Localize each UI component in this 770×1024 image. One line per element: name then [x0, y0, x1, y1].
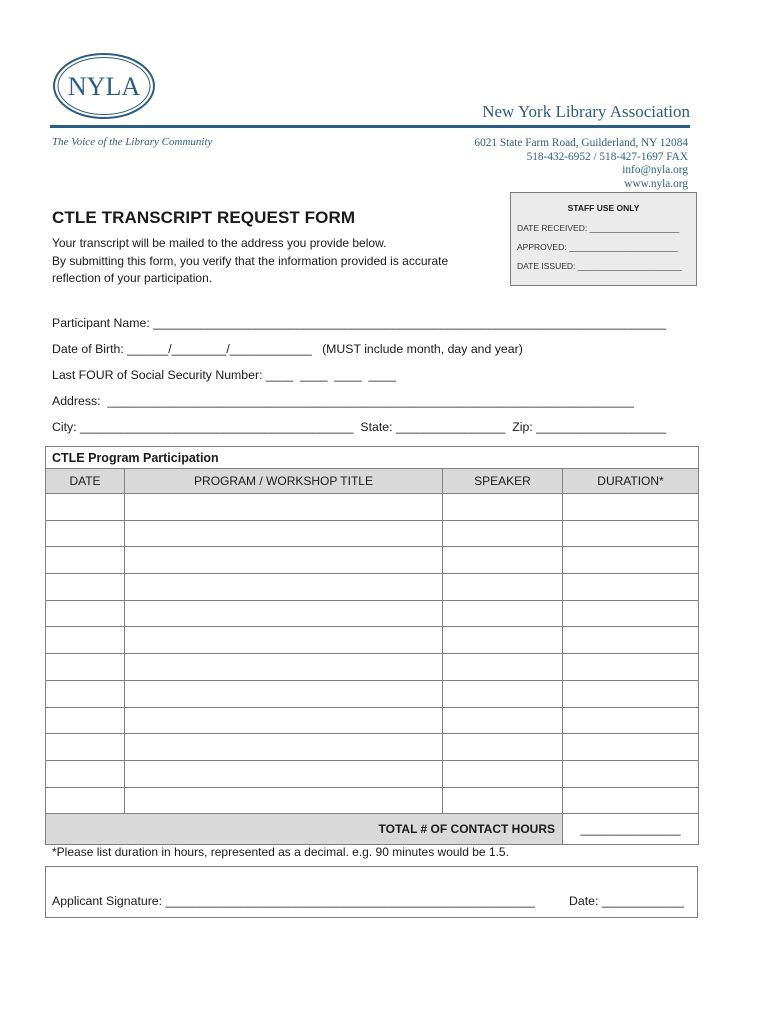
table-row	[46, 707, 699, 734]
duration-cell[interactable]	[563, 547, 699, 574]
date-cell[interactable]	[46, 760, 125, 787]
form-title: CTLE TRANSCRIPT REQUEST FORM	[52, 208, 356, 227]
program-title-cell[interactable]	[125, 627, 443, 654]
svg-text:NYLA: NYLA	[67, 72, 141, 101]
speaker-cell[interactable]	[443, 680, 563, 707]
signature-box	[45, 866, 698, 918]
speaker-cell[interactable]	[443, 654, 563, 681]
duration-cell[interactable]	[563, 760, 699, 787]
date-cell[interactable]	[46, 627, 125, 654]
duration-cell[interactable]	[563, 627, 699, 654]
program-title-cell[interactable]	[125, 760, 443, 787]
ssn-last-four-field[interactable]: Last FOUR of Social Security Number: ____ ____ ____ ____	[52, 368, 396, 382]
date-issued-field[interactable]: DATE ISSUED: ______________________	[517, 261, 682, 271]
duration-cell[interactable]	[563, 734, 699, 761]
speaker-cell[interactable]	[443, 787, 563, 814]
speaker-cell[interactable]	[443, 494, 563, 521]
phone-line: 518-432-6952 / 518-427-1697 FAX	[526, 150, 688, 163]
date-cell[interactable]	[46, 707, 125, 734]
table-row	[46, 654, 699, 681]
table-row	[46, 547, 699, 574]
program-title-cell[interactable]	[125, 520, 443, 547]
address-field[interactable]: Address: _____________________________________________________________________________	[52, 394, 634, 408]
program-title-cell[interactable]	[125, 654, 443, 681]
website-line: www.nyla.org	[624, 177, 688, 190]
table-row	[46, 574, 699, 601]
intro-line: Your transcript will be mailed to the address you provide below.	[52, 236, 387, 250]
approved-field[interactable]: APPROVED: _______________________	[517, 242, 678, 252]
duration-cell[interactable]	[563, 600, 699, 627]
speaker-cell[interactable]	[443, 734, 563, 761]
organization-name: New York Library Association	[482, 102, 690, 121]
speaker-cell[interactable]	[443, 627, 563, 654]
duration-cell[interactable]	[563, 707, 699, 734]
date-received-field[interactable]: DATE RECEIVED: ___________________	[517, 223, 680, 233]
duration-footnote: *Please list duration in hours, represented as a decimal. e.g. 90 minutes would be 1.5.	[52, 845, 509, 859]
city-state-zip-field[interactable]: City: ________________________________________ State: ________________ Zip: ___________________	[52, 420, 667, 434]
date-cell[interactable]	[46, 734, 125, 761]
total-contact-hours-field[interactable]: _______________	[563, 814, 699, 845]
table-row	[46, 787, 699, 814]
form-intro	[52, 235, 502, 288]
total-contact-hours-label: TOTAL # OF CONTACT HOURS	[46, 814, 563, 845]
signature-date-field[interactable]: Date: ____________	[569, 894, 684, 908]
table-row	[46, 627, 699, 654]
program-title-cell[interactable]	[125, 547, 443, 574]
program-title-cell[interactable]	[125, 707, 443, 734]
program-title-cell[interactable]	[125, 600, 443, 627]
date-cell[interactable]	[46, 654, 125, 681]
speaker-cell[interactable]	[443, 574, 563, 601]
date-cell[interactable]	[46, 600, 125, 627]
program-title-cell[interactable]	[125, 494, 443, 521]
date-cell[interactable]	[46, 680, 125, 707]
contact-address	[430, 137, 688, 191]
speaker-cell[interactable]	[443, 520, 563, 547]
speaker-cell[interactable]	[443, 760, 563, 787]
applicant-signature-field[interactable]: Applicant Signature: ______________________________________________________	[52, 894, 535, 908]
nyla-logo	[52, 52, 156, 120]
table-row	[46, 680, 699, 707]
date-of-birth-field[interactable]: Date of Birth: ______/________/____________ (MUST include month, day and year)	[52, 342, 523, 356]
table-caption: CTLE Program Participation	[46, 447, 699, 469]
intro-line: reflection of your participation.	[52, 271, 213, 285]
table-row	[46, 600, 699, 627]
duration-cell[interactable]	[563, 494, 699, 521]
program-title-cell[interactable]	[125, 787, 443, 814]
speaker-cell[interactable]	[443, 600, 563, 627]
table-row	[46, 734, 699, 761]
table-row	[46, 494, 699, 521]
speaker-cell[interactable]	[443, 547, 563, 574]
column-header-date: DATE	[46, 469, 125, 494]
date-cell[interactable]	[46, 574, 125, 601]
duration-cell[interactable]	[563, 787, 699, 814]
table-row	[46, 760, 699, 787]
date-cell[interactable]	[46, 520, 125, 547]
date-cell[interactable]	[46, 494, 125, 521]
staff-use-box	[510, 192, 697, 286]
column-header-duration: DURATION*	[563, 469, 699, 494]
program-title-cell[interactable]	[125, 680, 443, 707]
duration-cell[interactable]	[563, 680, 699, 707]
program-participation-table	[45, 446, 698, 845]
program-title-cell[interactable]	[125, 734, 443, 761]
duration-cell[interactable]	[563, 574, 699, 601]
program-title-cell[interactable]	[125, 574, 443, 601]
address-line: 6021 State Farm Road, Guilderland, NY 12084	[474, 137, 688, 149]
date-cell[interactable]	[46, 547, 125, 574]
intro-line: By submitting this form, you verify that the information provided is accurate	[52, 253, 449, 268]
header-rule	[50, 125, 690, 128]
duration-cell[interactable]	[563, 654, 699, 681]
date-cell[interactable]	[46, 787, 125, 814]
tagline: The Voice of the Library Community	[52, 136, 213, 148]
email-line: info@nyla.org	[622, 164, 688, 176]
staff-use-title: STAFF USE ONLY	[567, 203, 640, 213]
speaker-cell[interactable]	[443, 707, 563, 734]
participant-name-field[interactable]: Participant Name: ___________________________________________________________________________	[52, 316, 667, 330]
duration-cell[interactable]	[563, 520, 699, 547]
column-header-speaker: SPEAKER	[443, 469, 563, 494]
column-header-program-title: PROGRAM / WORKSHOP TITLE	[125, 469, 443, 494]
table-row	[46, 520, 699, 547]
